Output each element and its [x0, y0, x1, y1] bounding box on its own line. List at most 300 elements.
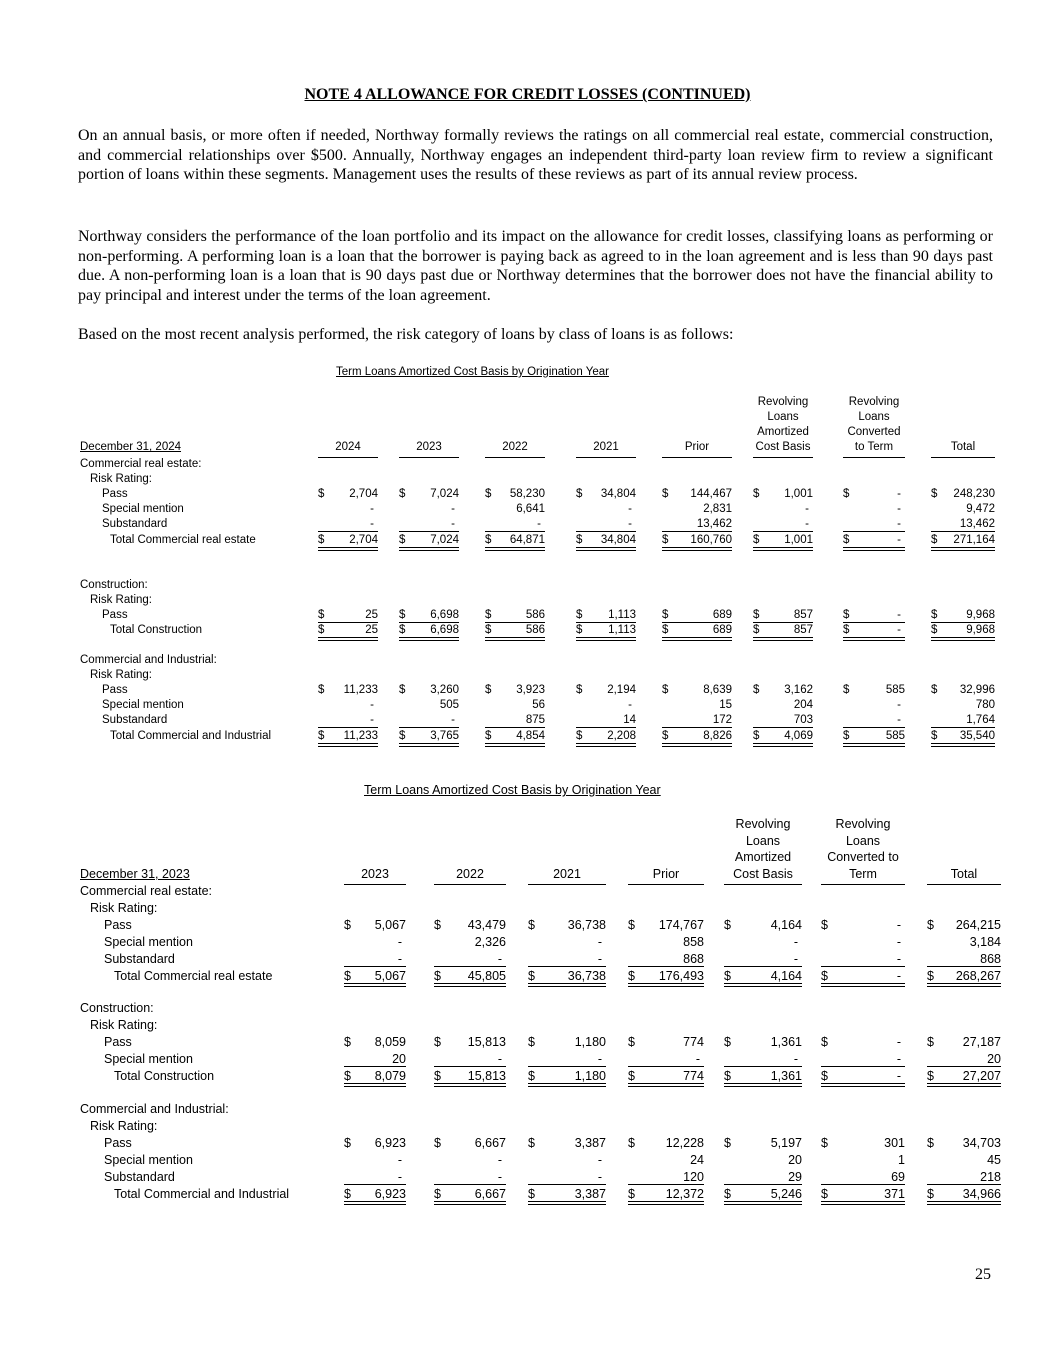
- section-label: Risk Rating:: [90, 669, 152, 681]
- cell-value: -: [897, 488, 901, 500]
- cell-special-mention-col1: [344, 1052, 406, 1067]
- underline-rule: [434, 1184, 506, 1185]
- cell-special-mention-col3: [528, 1153, 606, 1168]
- underline-rule: [927, 1201, 1001, 1202]
- underline-rule: [821, 1083, 905, 1084]
- cell-value: 3,765: [430, 730, 459, 742]
- dollar-sign: $: [931, 609, 938, 621]
- cell-value: -: [397, 935, 402, 949]
- cell-value: 20: [987, 1052, 1001, 1066]
- cell-value: 6,923: [374, 1136, 406, 1150]
- cell-value: -: [597, 1153, 602, 1167]
- double-underline-rule: [528, 1204, 606, 1205]
- dollar-sign: $: [318, 624, 325, 636]
- dollar-sign: $: [931, 488, 938, 500]
- cell-substandard-col7: [927, 952, 1001, 967]
- cell-substandard-col1: [344, 1170, 406, 1185]
- row-label: Substandard: [102, 518, 168, 530]
- underline-rule: [344, 966, 406, 967]
- underline-rule: [927, 1066, 1001, 1067]
- dollar-sign: $: [724, 918, 731, 932]
- underline-rule: [724, 983, 802, 984]
- cell-value: 45: [987, 1153, 1001, 1167]
- cell-value: 271,164: [953, 534, 995, 546]
- cell-pass-col5: [724, 1035, 802, 1050]
- cell-total-commercial-and-industrial-col2: [434, 1187, 506, 1202]
- cell-pass-col4: [628, 1035, 704, 1050]
- cell-value: 4,164: [770, 969, 802, 983]
- underline-rule: [821, 966, 905, 967]
- cell-value: -: [896, 969, 901, 983]
- cell-value: 1,001: [784, 488, 813, 500]
- row-label: Total Commercial and Industrial: [110, 730, 272, 742]
- cell-value: 5,067: [374, 918, 406, 932]
- dollar-sign: $: [927, 969, 934, 983]
- cell-total-construction-col7: [927, 1069, 1001, 1084]
- underline-rule: [528, 1066, 606, 1067]
- double-underline-rule: [434, 986, 506, 987]
- underline-rule: [434, 1066, 506, 1067]
- dollar-sign: $: [843, 684, 850, 696]
- cell-total-commercial-real-estate-col2: [434, 969, 506, 984]
- table-caption: Term Loans Amortized Cost Basis by Origination Year: [364, 783, 661, 797]
- dollar-sign: $: [931, 684, 938, 696]
- cell-value: 3,387: [574, 1136, 606, 1150]
- row-label: Substandard: [104, 1170, 175, 1184]
- section-label: Construction:: [80, 1001, 154, 1015]
- cell-value: 15,813: [467, 1035, 506, 1049]
- dollar-sign: $: [576, 609, 583, 621]
- cell-value: 5,197: [770, 1136, 802, 1150]
- cell-value: 1: [898, 1153, 905, 1167]
- cell-special-mention-col5: [724, 1153, 802, 1168]
- cell-value: 2,704: [349, 488, 378, 500]
- cell-value: 8,059: [374, 1035, 406, 1049]
- cell-value: 586: [525, 609, 545, 621]
- dollar-sign: $: [576, 684, 583, 696]
- cell-value: 1,361: [770, 1035, 802, 1049]
- cell-value: 3,387: [574, 1187, 606, 1201]
- double-underline-rule: [927, 1204, 1001, 1205]
- underline-rule: [628, 1083, 704, 1084]
- cell-value: -: [451, 503, 455, 515]
- cell-value: 13,462: [696, 518, 732, 530]
- cell-value: 69: [891, 1170, 905, 1184]
- cell-value: 172: [712, 714, 732, 726]
- cell-value: 204: [793, 699, 813, 711]
- dollar-sign: $: [399, 730, 406, 742]
- underline-rule: [927, 1083, 1001, 1084]
- cell-pass-col1: [344, 1035, 406, 1050]
- dollar-sign: $: [821, 1035, 828, 1049]
- dollar-sign: $: [662, 684, 669, 696]
- dollar-sign: $: [318, 684, 325, 696]
- row-label: Pass: [102, 684, 128, 696]
- cell-pass-col5: [724, 918, 802, 933]
- cell-value: 585: [885, 730, 905, 742]
- dollar-sign: $: [927, 1136, 934, 1150]
- cell-value: 5,246: [770, 1187, 802, 1201]
- cell-total-commercial-real-estate-col7: [927, 969, 1001, 984]
- dollar-sign: $: [528, 969, 535, 983]
- cell-value: 1,001: [784, 534, 813, 546]
- dollar-sign: $: [753, 488, 760, 500]
- column-header: 2023: [416, 441, 442, 453]
- underline-rule: [434, 1201, 506, 1202]
- cell-value: -: [793, 1052, 798, 1066]
- underline-rule: [434, 966, 506, 967]
- column-header: 2024: [335, 441, 361, 453]
- table-date-header: December 31, 2024: [80, 441, 182, 453]
- dollar-sign: $: [528, 1069, 535, 1083]
- row-label: Special mention: [102, 699, 184, 711]
- cell-total-commercial-and-industrial-col4: [628, 1187, 704, 1202]
- cell-value: 248,230: [953, 488, 995, 500]
- cell-value: 4,069: [784, 730, 813, 742]
- column-header: 2022: [502, 441, 528, 453]
- row-label: Substandard: [104, 952, 175, 966]
- cell-value: 12,228: [665, 1136, 704, 1150]
- cell-value: -: [370, 503, 374, 515]
- cell-value: 774: [683, 1035, 704, 1049]
- cell-value: 7,024: [430, 534, 459, 546]
- cell-value: -: [597, 1170, 602, 1184]
- double-underline-rule: [821, 986, 905, 987]
- column-header: Revolving Loans Converted to Term: [827, 817, 899, 881]
- cell-substandard-col4: [628, 952, 704, 967]
- cell-value: 176,493: [658, 969, 704, 983]
- row-label: Pass: [104, 1035, 132, 1049]
- cell-special-mention-col7: [927, 1052, 1001, 1067]
- dollar-sign: $: [843, 730, 850, 742]
- cell-value: 218: [980, 1170, 1001, 1184]
- dollar-sign: $: [821, 1187, 828, 1201]
- cell-total-commercial-and-industrial-col6: [821, 1187, 905, 1202]
- double-underline-rule: [628, 986, 704, 987]
- underline-rule: [528, 1184, 606, 1185]
- double-underline-rule: [344, 986, 406, 987]
- double-underline-rule: [628, 1204, 704, 1205]
- cell-value: 858: [683, 935, 704, 949]
- dollar-sign: $: [318, 488, 325, 500]
- paragraph-performance: Northway considers the performance of the loan portfolio and its impact on the allowance for credit losses, classifying loans as performing or non-performing. A performing loan is a loan that the borrower is paying back as agreed to in the loan agreement and is less than 90 days past due. A non-performing loan is a loan that is 90 days past due or Northway determines that the borrower does not have the financial ability to pay principal and interest under the terms of the loan agreement.: [78, 228, 993, 304]
- cell-value: 11,233: [343, 684, 378, 696]
- underline-rule: [528, 983, 606, 984]
- cell-value: 8,079: [374, 1069, 406, 1083]
- dollar-sign: $: [662, 730, 669, 742]
- dollar-sign: $: [927, 1069, 934, 1083]
- cell-value: -: [397, 1170, 402, 1184]
- cell-value: -: [695, 1052, 700, 1066]
- dollar-sign: $: [662, 609, 669, 621]
- dollar-sign: $: [344, 969, 351, 983]
- cell-value: -: [597, 1052, 602, 1066]
- double-underline-rule: [528, 1086, 606, 1087]
- dollar-sign: $: [927, 918, 934, 932]
- cell-value: -: [793, 952, 798, 966]
- cell-value: 505: [439, 699, 459, 711]
- underline-rule: [724, 1083, 802, 1084]
- cell-value: 32,996: [959, 684, 995, 696]
- dollar-sign: $: [485, 534, 492, 546]
- dollar-sign: $: [434, 1136, 441, 1150]
- cell-value: 25: [365, 609, 378, 621]
- cell-value: 868: [683, 952, 704, 966]
- cell-substandard-col1: [344, 952, 406, 967]
- column-header: Total: [950, 866, 978, 881]
- cell-pass-col6: [821, 1035, 905, 1050]
- cell-value: 1,113: [608, 609, 636, 621]
- cell-special-mention-col3: [528, 1052, 606, 1067]
- row-label: Total Commercial real estate: [114, 969, 273, 983]
- cell-value: 20: [788, 1153, 802, 1167]
- row-label: Total Commercial and Industrial: [114, 1187, 290, 1201]
- cell-value: 120: [683, 1170, 704, 1184]
- underline-rule: [628, 1184, 704, 1185]
- cell-substandard-col6: [821, 1170, 905, 1185]
- cell-total-construction-col5: [724, 1069, 802, 1084]
- cell-value: -: [896, 952, 901, 966]
- dollar-sign: $: [434, 1035, 441, 1049]
- dollar-sign: $: [399, 609, 406, 621]
- dollar-sign: $: [318, 730, 325, 742]
- underline-rule: [724, 966, 802, 967]
- dollar-sign: $: [931, 730, 938, 742]
- cell-value: 36,738: [567, 969, 606, 983]
- cell-value: -: [397, 952, 402, 966]
- cell-pass-col4: [628, 1136, 704, 1151]
- double-underline-rule: [434, 1086, 506, 1087]
- dollar-sign: $: [434, 1187, 441, 1201]
- cell-value: 6,923: [374, 1187, 406, 1201]
- dollar-sign: $: [528, 1035, 535, 1049]
- dollar-sign: $: [485, 488, 492, 500]
- cell-value: 15: [719, 699, 732, 711]
- double-underline-rule: [927, 1086, 1001, 1087]
- cell-value: -: [370, 714, 374, 726]
- cell-special-mention-col7: [927, 935, 1001, 950]
- double-underline-rule: [344, 1086, 406, 1087]
- cell-special-mention-col4: [628, 1052, 704, 1067]
- cell-pass-col4: [628, 918, 704, 933]
- cell-value: 20: [392, 1052, 406, 1066]
- cell-value: -: [897, 699, 901, 711]
- double-underline-rule: [434, 1204, 506, 1205]
- dollar-sign: $: [318, 609, 325, 621]
- underline-rule: [434, 983, 506, 984]
- cell-special-mention-col2: [434, 1153, 506, 1168]
- dollar-sign: $: [485, 730, 492, 742]
- dollar-sign: $: [434, 1069, 441, 1083]
- cell-special-mention-col3: [528, 935, 606, 950]
- page-title: NOTE 4 ALLOWANCE FOR CREDIT LOSSES (CONTINUED): [304, 86, 751, 103]
- dollar-sign: $: [485, 609, 492, 621]
- dollar-sign: $: [576, 624, 583, 636]
- dollar-sign: $: [344, 918, 351, 932]
- cell-value: -: [597, 952, 602, 966]
- cell-value: 6,698: [430, 624, 459, 636]
- cell-value: 34,703: [962, 1136, 1001, 1150]
- cell-value: 34,966: [962, 1187, 1001, 1201]
- cell-value: -: [897, 534, 901, 546]
- cell-total-commercial-and-industrial-col3: [528, 1187, 606, 1202]
- double-underline-rule: [628, 1086, 704, 1087]
- row-label: Total Commercial real estate: [110, 534, 256, 546]
- dollar-sign: $: [662, 488, 669, 500]
- cell-value: 857: [793, 609, 813, 621]
- column-header-underline: [344, 884, 406, 885]
- dollar-sign: $: [821, 969, 828, 983]
- cell-value: -: [896, 918, 901, 932]
- dollar-sign: $: [843, 609, 850, 621]
- cell-value: 6,641: [516, 503, 545, 515]
- cell-value: -: [896, 935, 901, 949]
- cell-pass-col7: [927, 1136, 1001, 1151]
- cell-value: 868: [980, 952, 1001, 966]
- section-label: Commercial and Industrial:: [80, 654, 217, 666]
- column-header: Prior: [652, 866, 680, 881]
- column-header-underline: [628, 884, 704, 885]
- cell-total-commercial-and-industrial-col5: [724, 1187, 802, 1202]
- underline-rule: [434, 1083, 506, 1084]
- underline-rule: [821, 1184, 905, 1185]
- cell-value: -: [628, 503, 632, 515]
- underline-rule: [927, 966, 1001, 967]
- dollar-sign: $: [399, 488, 406, 500]
- section-label: Risk Rating:: [90, 1018, 158, 1032]
- dollar-sign: $: [399, 624, 406, 636]
- cell-value: 43,479: [467, 918, 506, 932]
- cell-value: 689: [712, 609, 732, 621]
- row-label: Special mention: [104, 935, 193, 949]
- cell-value: 24: [690, 1153, 704, 1167]
- cell-value: -: [497, 1153, 502, 1167]
- cell-value: -: [497, 952, 502, 966]
- cell-pass-col3: [528, 1136, 606, 1151]
- cell-value: 58,230: [509, 488, 545, 500]
- cell-value: 12,372: [665, 1187, 704, 1201]
- double-underline-rule: [724, 1086, 802, 1087]
- cell-value: 34,804: [600, 488, 636, 500]
- column-header: 2022: [456, 866, 484, 881]
- underline-rule: [628, 1066, 704, 1067]
- cell-value: 144,467: [690, 488, 732, 500]
- dollar-sign: $: [528, 1136, 535, 1150]
- dollar-sign: $: [628, 918, 635, 932]
- cell-value: 371: [884, 1187, 905, 1201]
- column-header-underline: [434, 884, 506, 885]
- cell-value: 6,698: [430, 609, 459, 621]
- dollar-sign: $: [843, 534, 850, 546]
- double-underline-rule: [724, 1204, 802, 1205]
- row-label: Total Construction: [114, 1069, 215, 1083]
- cell-pass-col6: [821, 918, 905, 933]
- cell-substandard-col3: [528, 1170, 606, 1185]
- dollar-sign: $: [318, 534, 325, 546]
- cell-value: -: [896, 1035, 901, 1049]
- dollar-sign: $: [528, 918, 535, 932]
- cell-substandard-col5: [724, 952, 802, 967]
- cell-value: 29: [788, 1170, 802, 1184]
- dollar-sign: $: [576, 534, 583, 546]
- cell-value: 780: [975, 699, 995, 711]
- cell-pass-col1: [344, 918, 406, 933]
- cell-value: 1,180: [574, 1035, 606, 1049]
- cell-value: 7,024: [430, 488, 459, 500]
- cell-pass-col5: [724, 1136, 802, 1151]
- cell-value: 9,472: [966, 503, 995, 515]
- dollar-sign: $: [528, 1187, 535, 1201]
- cell-value: -: [537, 518, 541, 530]
- cell-value: 4,854: [516, 730, 545, 742]
- section-label: Risk Rating:: [90, 594, 152, 606]
- cell-substandard-col2: [434, 1170, 506, 1185]
- cell-value: -: [397, 1153, 402, 1167]
- page-number: 25: [975, 1266, 991, 1283]
- cell-value: -: [597, 935, 602, 949]
- cell-value: 264,215: [955, 918, 1001, 932]
- cell-substandard-col3: [528, 952, 606, 967]
- dollar-sign: $: [753, 730, 760, 742]
- dollar-sign: $: [628, 969, 635, 983]
- underline-rule: [528, 1083, 606, 1084]
- cell-value: 2,194: [607, 684, 636, 696]
- cell-value: 1,180: [574, 1069, 606, 1083]
- row-label: Pass: [102, 488, 128, 500]
- cell-value: 1,764: [966, 714, 995, 726]
- column-header: 2021: [593, 441, 619, 453]
- dollar-sign: $: [931, 624, 938, 636]
- paragraph-intro-table: Based on the most recent analysis performed, the risk category of loans by class of loans is as follows:: [78, 326, 734, 343]
- cell-value: 1,361: [770, 1069, 802, 1083]
- double-underline-rule: [821, 1086, 905, 1087]
- cell-value: 27,187: [962, 1035, 1001, 1049]
- cell-total-construction-col1: [344, 1069, 406, 1084]
- cell-value: 268,267: [955, 969, 1001, 983]
- cell-value: 1,113: [608, 624, 636, 636]
- underline-rule: [628, 983, 704, 984]
- cell-value: -: [497, 1052, 502, 1066]
- dollar-sign: $: [628, 1136, 635, 1150]
- cell-value: 15,813: [467, 1069, 506, 1083]
- cell-value: 585: [885, 684, 905, 696]
- underline-rule: [344, 1201, 406, 1202]
- cell-value: -: [896, 1052, 901, 1066]
- cell-value: 56: [532, 699, 545, 711]
- dollar-sign: $: [753, 609, 760, 621]
- dollar-sign: $: [344, 1136, 351, 1150]
- cell-substandard-col4: [628, 1170, 704, 1185]
- cell-special-mention-col6: [821, 1153, 905, 1168]
- dollar-sign: $: [724, 1069, 731, 1083]
- dollar-sign: $: [724, 1136, 731, 1150]
- cell-special-mention-col7: [927, 1153, 1001, 1168]
- section-label: Risk Rating:: [90, 473, 152, 485]
- column-header: Revolving Loans Converted to Term: [847, 396, 901, 453]
- double-underline-rule: [528, 986, 606, 987]
- cell-value: -: [897, 609, 901, 621]
- underline-rule: [344, 1184, 406, 1185]
- section-label: Commercial real estate:: [80, 884, 212, 898]
- cell-substandard-col6: [821, 952, 905, 967]
- cell-value: 13,462: [959, 518, 995, 530]
- cell-value: 174,767: [658, 918, 704, 932]
- cell-value: 6,667: [474, 1187, 506, 1201]
- cell-value: 6,667: [474, 1136, 506, 1150]
- cell-total-commercial-real-estate-col5: [724, 969, 802, 984]
- cell-pass-col3: [528, 918, 606, 933]
- cell-total-construction-col3: [528, 1069, 606, 1084]
